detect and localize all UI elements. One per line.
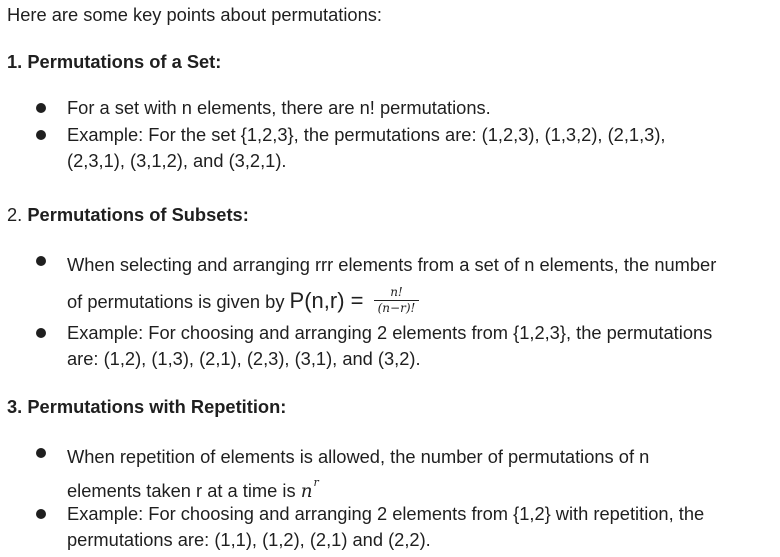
list-item-text-cont: of permutations is given by xyxy=(67,291,290,312)
list-item-text: When selecting and arranging rrr elements from a set of n elements, the number xyxy=(67,254,717,275)
list-item xyxy=(67,501,779,553)
section-heading-1 xyxy=(7,51,221,73)
section-title: Permutations with Repetition: xyxy=(27,396,287,417)
list-item xyxy=(67,95,779,121)
section-heading-3 xyxy=(7,396,286,418)
list-item-text-cont: are: (1,2), (1,3), (2,1), (2,3), (3,1), and (3,2). xyxy=(67,348,421,369)
section-number: 2. xyxy=(7,204,23,225)
list-item xyxy=(67,320,779,372)
section-title: Permutations of Subsets: xyxy=(27,204,249,225)
section-number: 1. xyxy=(7,51,23,72)
list-item-text: Example: For the set {1,2,3}, the permutations are: (1,2,3), (1,3,2), (2,1,3), xyxy=(67,124,666,145)
section-title: Permutations of a Set: xyxy=(27,51,222,72)
bullet-icon xyxy=(36,256,46,266)
bullet-icon xyxy=(36,103,46,113)
section-heading-2 xyxy=(7,204,249,226)
list-item-text: Example: For choosing and arranging 2 elements from {1,2} with repetition, the xyxy=(67,503,705,524)
list-item xyxy=(67,122,779,174)
intro-text: Here are some key points about permutations: xyxy=(7,4,382,25)
bullet-icon xyxy=(36,509,46,519)
fraction xyxy=(374,286,420,315)
bullet-icon xyxy=(36,448,46,458)
list-item-text: For a set with n elements, there are n! permutations. xyxy=(67,97,491,118)
fraction-denominator: (n−r)! xyxy=(377,300,416,315)
math-exponent: r xyxy=(313,476,319,489)
list-item-text-cont: (2,3,1), (3,1,2), and (3,2,1). xyxy=(67,150,287,171)
bullet-icon xyxy=(36,130,46,140)
list-item xyxy=(67,247,779,320)
list-item-text-cont: permutations are: (1,1), (1,2), (2,1) and (2,2). xyxy=(67,529,431,550)
list-item-text-cont: elements taken r at a time is xyxy=(67,480,301,501)
bullet-icon xyxy=(36,328,46,338)
formula-text: P(n,r) = xyxy=(289,288,370,313)
list-item-text: When repetition of elements is allowed, the number of permutations of n xyxy=(67,446,650,467)
math-base: n xyxy=(300,481,313,502)
list-item-text: Example: For choosing and arranging 2 elements from {1,2,3}, the permutations xyxy=(67,322,713,343)
section-number: 3. xyxy=(7,396,23,417)
fraction-numerator: n! xyxy=(374,286,420,301)
